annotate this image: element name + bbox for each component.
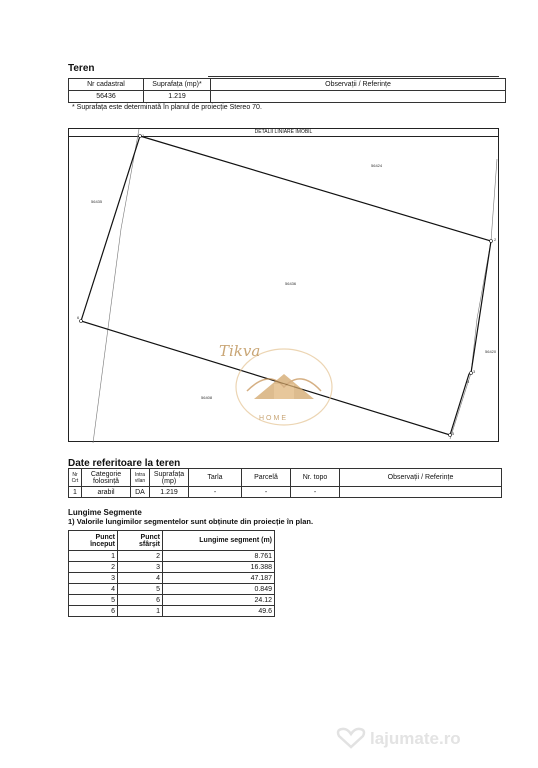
- section-title-teren: Teren: [68, 63, 95, 74]
- cell-nr-topo: -: [291, 487, 340, 498]
- table-row: [69, 562, 275, 573]
- cell-length: 24.12: [163, 595, 275, 606]
- cell-start: 6: [69, 606, 118, 617]
- cell-length: 0.849: [163, 584, 275, 595]
- point-marker-2: [490, 240, 493, 243]
- table-row: [69, 573, 275, 584]
- section-title-segmente: Lungime Segmente: [68, 508, 142, 517]
- plan-title: DETALII LINIARE IMOBIL: [69, 129, 498, 137]
- cell-length: 16.388: [163, 562, 275, 573]
- cell-end: 5: [118, 584, 163, 595]
- header-categorie: Categorie folosință: [82, 469, 131, 487]
- cell-length: 49.6: [163, 606, 275, 617]
- table-row: [69, 595, 275, 606]
- header-nr-topo: Nr. topo: [291, 469, 340, 487]
- cell-observatii-ref: [340, 487, 502, 498]
- point-label-1: 1: [142, 133, 145, 138]
- neighbour-label-top-right: 56424: [371, 163, 383, 168]
- tikva-stamp-logo: [236, 349, 332, 425]
- header-suprafata-ref: Suprafața (mp): [150, 469, 189, 487]
- cell-nr-cadastral: 56436: [69, 91, 144, 103]
- stamp-subtext: HOME: [259, 415, 288, 422]
- cell-start: 4: [69, 584, 118, 595]
- point-label-6: 6: [77, 315, 80, 320]
- header-tarla: Tarla: [189, 469, 242, 487]
- neighbour-label-left: 56435: [91, 199, 103, 204]
- watermark-text: lajumate.ro: [370, 729, 461, 748]
- cell-end: 2: [118, 551, 163, 562]
- stamp-text: Tikva: [219, 342, 261, 360]
- header-parcela: Parcelă: [242, 469, 291, 487]
- plan-drawing: [68, 128, 499, 442]
- cell-end: 3: [118, 562, 163, 573]
- neighbour-line-left-top: [121, 129, 139, 229]
- cell-suprafata: 1.219: [144, 91, 211, 103]
- cell-start: 1: [69, 551, 118, 562]
- segmente-table: [68, 530, 275, 617]
- cell-length: 47.187: [163, 573, 275, 584]
- point-label-5: 5: [452, 431, 455, 436]
- header-observatii-ref: Observații / Referințe: [340, 469, 502, 487]
- table-row: [69, 584, 275, 595]
- point-label-3: 3: [473, 369, 476, 374]
- neighbour-label-right: 56420: [485, 349, 497, 354]
- neighbour-label-bottom-left: 56408: [201, 395, 213, 400]
- teren-note: * Suprafața este determinată în planul de proiecție Stereo 70.: [72, 104, 262, 111]
- cell-end: 4: [118, 573, 163, 584]
- segmente-subtitle: 1) Valorile lungimilor segmentelor sunt obținute din proiecție în plan.: [68, 517, 314, 526]
- cell-observatii: [211, 91, 506, 103]
- section-title-referitoare: Date referitoare la teren: [68, 458, 181, 469]
- cell-start: 3: [69, 573, 118, 584]
- cell-start: 5: [69, 595, 118, 606]
- cell-end: 6: [118, 595, 163, 606]
- header-intravilan: Intra vilan: [131, 469, 150, 487]
- cell-nr-crt: 1: [69, 487, 82, 498]
- cell-length: 8.761: [163, 551, 275, 562]
- header-nr-cadastral: Nr cadastral: [69, 79, 144, 91]
- neighbour-line-right-top: [491, 159, 497, 241]
- table-row: [69, 606, 275, 617]
- point-marker-5: [80, 320, 83, 323]
- referitoare-table: [68, 468, 502, 498]
- header-punct-sfarsit: Punct sfârșit: [118, 531, 163, 551]
- cell-start: 2: [69, 562, 118, 573]
- header-lungime: Lungime segment (m): [163, 531, 275, 551]
- cell-tarla: -: [189, 487, 242, 498]
- neighbour-line-left-bottom: [93, 229, 121, 443]
- cell-end: 1: [118, 606, 163, 617]
- plan-svg: [69, 129, 500, 443]
- header-punct-inceput: Punct început: [69, 531, 118, 551]
- header-nr-crt: Nr Crt: [69, 469, 82, 487]
- parcel-number-label: 56436: [285, 281, 297, 286]
- header-observatii: Observații / Referințe: [211, 79, 506, 91]
- title-rule: [208, 76, 499, 77]
- cell-suprafata-ref: 1.219: [150, 487, 189, 498]
- point-label-2: 2: [494, 237, 497, 242]
- cell-categorie: arabil: [82, 487, 131, 498]
- cell-parcela: -: [242, 487, 291, 498]
- cell-intravilan: DA: [131, 487, 150, 498]
- header-suprafata: Suprafața (mp)*: [144, 79, 211, 91]
- table-row: [69, 551, 275, 562]
- watermark-heart-icon: [336, 727, 366, 749]
- point-label-4: 4: [467, 379, 470, 384]
- teren-table: [68, 78, 506, 103]
